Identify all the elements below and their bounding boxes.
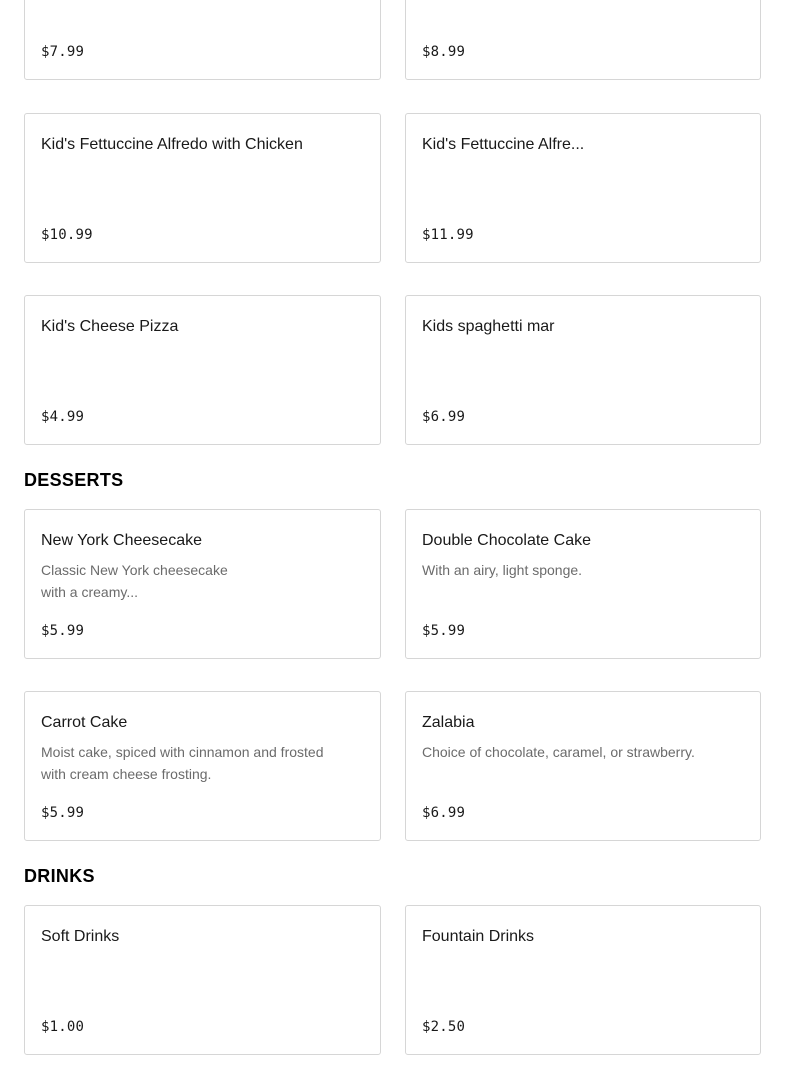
menu-item-card[interactable] — [24, 691, 381, 841]
item-name: Fountain Drinks — [422, 928, 535, 945]
item-price: $1.00 — [41, 1019, 85, 1035]
item-price: $10.99 — [41, 227, 93, 243]
section-title-drinks: DRINKS — [24, 866, 95, 886]
item-name: Kid's Fettuccine Alfredo with Chicken — [41, 136, 303, 153]
item-price: $2.50 — [422, 1019, 466, 1035]
item-description: Choice of chocolate, caramel, or strawberry. — [422, 744, 695, 760]
item-name: Carrot Cake — [41, 714, 128, 731]
item-description: With an airy, light sponge. — [422, 562, 583, 578]
menu-item-card[interactable] — [405, 691, 761, 841]
item-description: Classic New York cheesecake with a creamy... — [41, 562, 228, 600]
item-price: $11.99 — [422, 227, 474, 243]
item-name: Zalabia — [422, 714, 475, 731]
menu-item-card[interactable] — [405, 113, 761, 263]
item-name: Soft Drinks — [41, 928, 120, 945]
item-name: Kids spaghetti mar — [422, 318, 555, 335]
item-name: Kid's Cheese Pizza — [41, 318, 179, 335]
menu-item-card[interactable] — [24, 905, 381, 1055]
menu-item-card[interactable] — [405, 905, 761, 1055]
item-price: $4.99 — [41, 409, 85, 425]
menu-item-card[interactable] — [24, 113, 381, 263]
item-name: Kid's Fettuccine Alfre... — [422, 136, 585, 153]
section-title-desserts: DESSERTS — [24, 470, 124, 490]
menu-item-card[interactable] — [405, 295, 761, 445]
menu-item-card[interactable] — [24, 509, 381, 659]
item-price: $5.99 — [422, 623, 466, 639]
menu-item-card[interactable] — [405, 0, 761, 80]
menu-item-card[interactable] — [24, 0, 381, 80]
item-price: $8.99 — [422, 44, 466, 60]
item-price: $6.99 — [422, 805, 466, 821]
item-name: New York Cheesecake — [41, 532, 202, 549]
item-description: Moist cake, spiced with cinnamon and frosted with cream cheese frosting. — [41, 744, 324, 782]
item-price: $6.99 — [422, 409, 466, 425]
item-name: Double Chocolate Cake — [422, 532, 591, 549]
item-price: $5.99 — [41, 623, 85, 639]
item-price: $5.99 — [41, 805, 85, 821]
menu-item-card[interactable] — [405, 509, 761, 659]
menu-item-card[interactable] — [24, 295, 381, 445]
item-price: $7.99 — [41, 44, 85, 60]
